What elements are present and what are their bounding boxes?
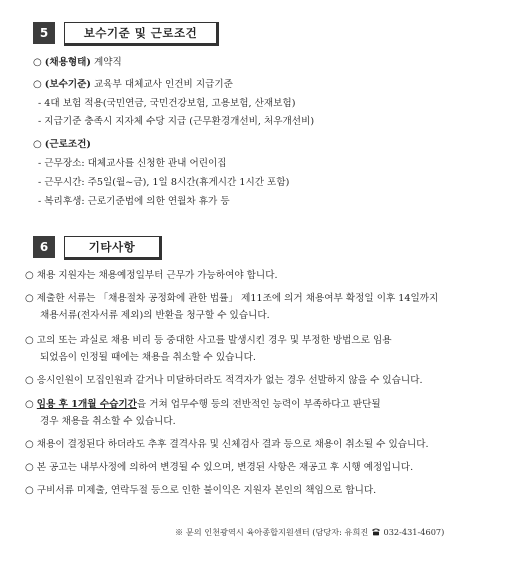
notice-text: 구비서류 미제출, 연락두절 등으로 인한 불이익은 지원자 본인의 책임으로 합니다. [36,485,377,496]
notice-text: 응시인원이 모집인원과 같거나 미달하더라도 적격자가 없는 경우 선발하지 않을 수 있습니다. [36,375,423,386]
section-title: 보수기준 및 근로조건 [64,22,219,46]
notice-text: 제출한 서류는 「채용절차 공정화에 관한 법률」 제11조에 의거 채용여부 확정일 이후 14일까지 [36,293,439,304]
probation-emphasis: 임용 후 1개월 수습기간 [36,399,137,410]
contact-text: 문의 인천광역시 육아종합지원센터 (담당자: 유희진 [185,527,369,537]
bullet-circle: ○ [25,270,34,281]
notice-text: 을 거쳐 업무수행 등의 전반적인 능력이 부족하다고 판단될 [136,399,381,410]
bullet-circle: ○ [25,375,34,386]
bullet-circle: ○ [25,293,34,304]
notice-item [25,482,376,496]
notice-item [25,372,423,386]
label: (근로조건) [44,139,91,150]
bullet-circle: ○ [25,399,34,410]
notice-item [25,436,429,450]
bullet-circle: ○ [25,335,34,346]
note-mark: ※ [175,527,184,537]
notice-text: 고의 또는 과실로 채용 비리 등 중대한 사고를 발생시킨 경우 및 부정한 방법으로 임용 [36,335,392,346]
bullet-circle: ○ [33,79,42,90]
notice-continuation: 채용서류(전자서류 제외)의 반환을 청구할 수 있습니다. [40,310,270,321]
phone-icon [371,527,381,538]
pay-standard-line [33,76,233,90]
notice-text: 본 공고는 내부사정에 의하여 변경될 수 있으며, 변경된 사항은 재공고 후 시행 예정입니다. [36,462,414,473]
contact-phone: 032-431-4607) [383,527,445,537]
notice-item [25,396,381,410]
bullet-circle: ○ [25,439,34,450]
notice-text: 채용 지원자는 채용예정일부터 근무가 가능하여야 합니다. [36,270,278,281]
label: (보수기준) [44,79,91,90]
section-number: 5 [33,22,55,44]
notice-continuation: 되었음이 인정될 때에는 채용을 취소할 수 있습니다. [40,352,256,363]
employment-type-line [33,54,122,68]
notice-text: 채용이 결정된다 하더라도 추후 결격사유 및 신체검사 결과 등으로 채용이 취소될 수 있습니다. [36,439,429,450]
section-number: 6 [33,236,55,258]
pay-item: - 4대 보험 적용(국민연금, 국민건강보험, 고용보험, 산재보험) [38,98,296,109]
pay-item: - 지급기준 충족시 지자체 수당 지급 (근무환경개선비, 처우개선비) [38,116,315,127]
label: (채용형태) [44,57,91,68]
notice-item [25,332,392,346]
notice-item [25,459,413,473]
bullet-circle: ○ [33,139,42,150]
bullet-circle: ○ [25,462,34,473]
contact-note [175,527,444,538]
value: 계약직 [94,57,122,68]
condition-item: - 근무시간: 주5일(월~금), 1일 8시간(휴게시간 1시간 포함) [38,177,290,188]
value: 교육부 대체교사 인건비 지급기준 [94,79,233,90]
bullet-circle: ○ [33,57,42,68]
bullet-circle: ○ [25,485,34,496]
working-conditions-line [33,136,91,150]
condition-item: - 복리후생: 근로기준법에 의한 연월차 휴가 등 [38,196,230,207]
section-title: 기타사항 [64,236,162,260]
condition-item: - 근무장소: 대체교사를 신청한 관내 어린이집 [38,158,227,169]
notice-item [25,267,278,281]
notice-item [25,290,438,304]
notice-continuation: 경우 채용을 취소할 수 있습니다. [40,416,176,427]
